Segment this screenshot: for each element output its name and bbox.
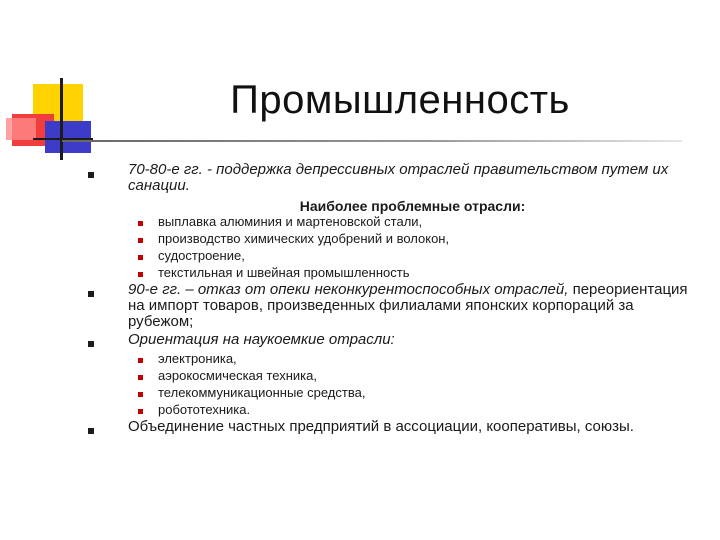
bullet-icon [88, 428, 94, 434]
item-1-line-1: 70-80-е гг. - поддержка депрессивных отраслей правительством путем их [128, 161, 669, 178]
sub-bullet-icon [138, 255, 143, 260]
slide-title: Промышленность [230, 78, 570, 122]
title-rule [62, 140, 682, 142]
item-4-line-1: Объединение частных предприятий в ассоциации, кооперативы, союзы. [128, 418, 634, 435]
subitem-2-3: телекоммуникационные средства, [158, 385, 366, 400]
sub-bullet-icon [138, 375, 143, 380]
subitem-1-4: текстильная и швейная промышленность [158, 265, 410, 280]
item-2-line-1 [128, 282, 688, 298]
item-2-italic: 90-е гг. – отказ от опеки неконкурентоспособных отраслей, [128, 281, 569, 298]
item-3-line-1: Ориентация на наукоемкие отрасли: [128, 331, 395, 348]
item-2-rest: переориентация [568, 281, 688, 298]
bullet-icon [88, 291, 94, 297]
bullet-icon [88, 172, 94, 178]
logo-blue-square [45, 121, 91, 153]
sub-bullet-icon [138, 272, 143, 277]
bullet-icon [88, 341, 94, 347]
subitem-1-2: производство химических удобрений и волокон, [158, 231, 450, 246]
subitem-1-3: судостроение, [158, 248, 245, 263]
item-2-line-2: на импорт товаров, произведенных филиалами японских корпораций за [128, 297, 634, 314]
sub-bullet-icon [138, 238, 143, 243]
sub-bullet-icon [138, 221, 143, 226]
subitem-2-2: аэрокосмическая техника, [158, 368, 317, 383]
sub-bullet-icon [138, 358, 143, 363]
item-2-line-3: рубежом; [128, 313, 194, 330]
subitem-2-1: электроника, [158, 351, 237, 366]
subitem-1-1: выплавка алюминия и мартеновской стали, [158, 214, 423, 229]
subheading: Наиболее проблемные отрасли: [299, 198, 526, 214]
item-1-line-2: санации. [128, 177, 190, 194]
sub-bullet-icon [138, 409, 143, 414]
sub-bullet-icon [138, 392, 143, 397]
subitem-2-4: робототехника. [158, 402, 251, 417]
